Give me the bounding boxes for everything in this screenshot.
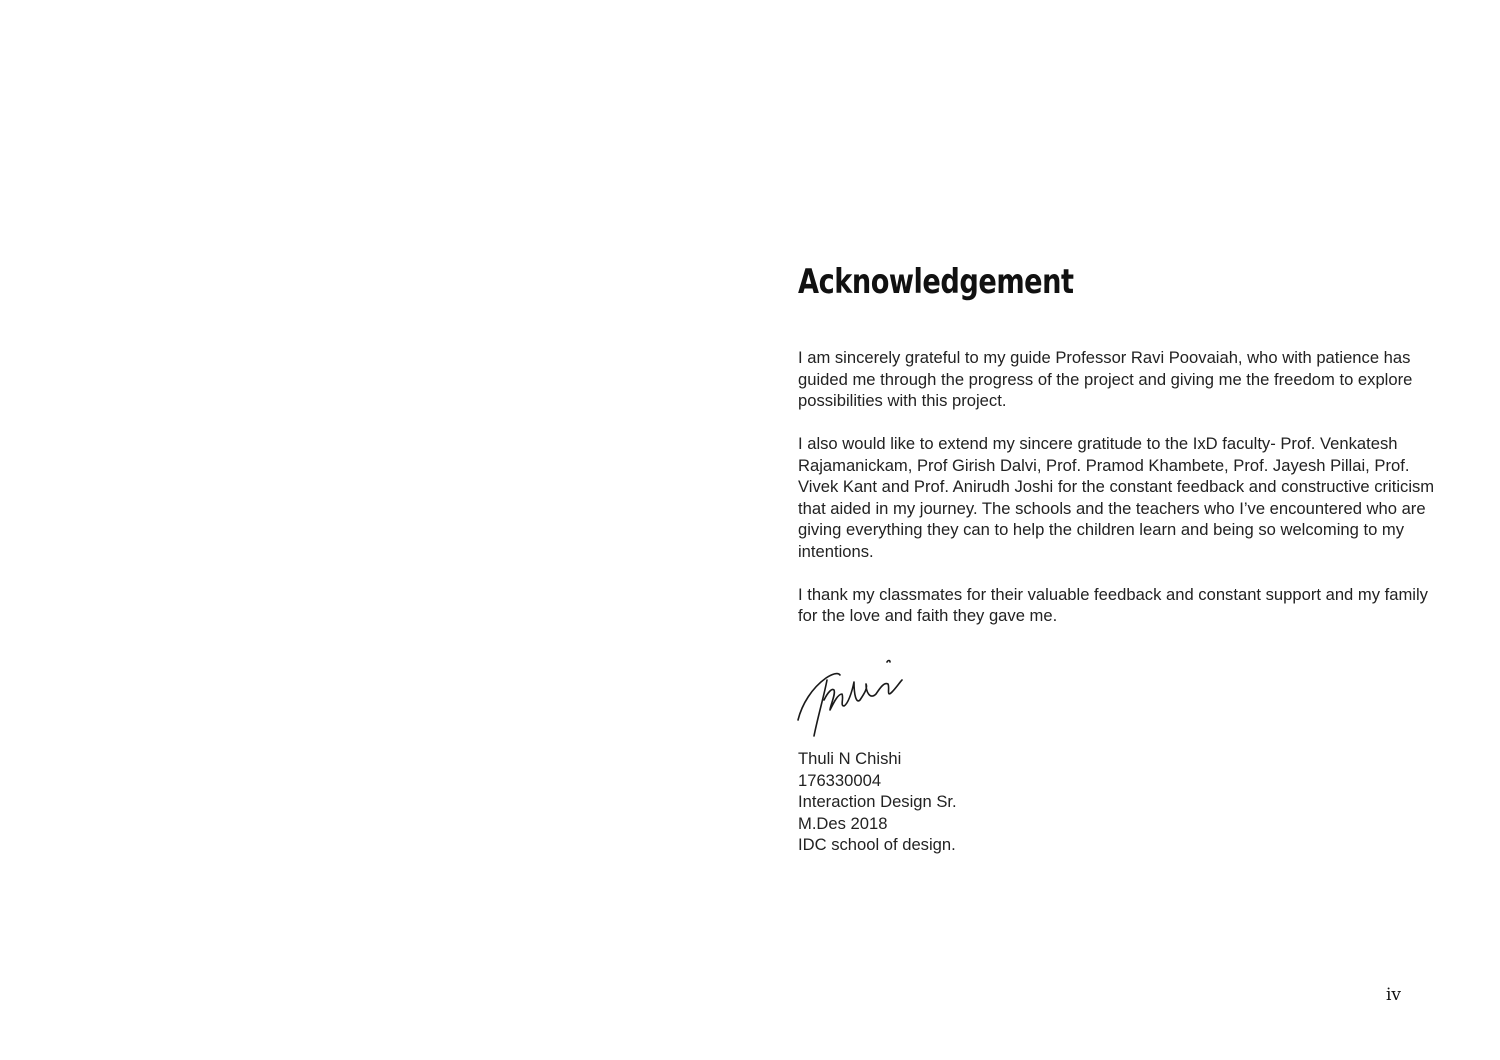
page-number: iv [1386, 985, 1402, 1005]
signatory-program: Interaction Design Sr. [798, 792, 957, 812]
signatory-details [798, 748, 1448, 856]
paragraph-classmates-family: I thank my classmates for their valuable feedback and constant support and my family for the love and faith they gave me. [798, 584, 1428, 625]
paragraph-guide: I am sincerely grateful to my guide Professor Ravi Poovaiah, who with patience has guided me through the progress of the project and giving me the freedom to explore possibilities with this project. [798, 348, 1413, 410]
paragraph-faculty: I also would like to extend my sincere gratitude to the IxD faculty- Prof. Venkatesh Rajamanickam, Prof Girish Dalvi, Prof. Pramod Khambete, Prof. Jayesh Pillai, Prof. Vivek Kant and Prof. Anirudh Joshi for the constant feedback and constructive criticism that aided in my journey. The schools and the teachers who I’ve encountered who are giving everything they can to help the children learn and being so welcoming to my intentions. [798, 434, 1435, 561]
acknowledgement-body [798, 347, 1448, 627]
signatory-roll-number: 176330004 [798, 770, 882, 790]
signatory-degree: M.Des 2018 [798, 813, 888, 833]
acknowledgement-section [798, 258, 1448, 856]
signatory-name: Thuli N Chishi [798, 749, 902, 768]
handwritten-signature [794, 648, 906, 746]
page-title: Acknowledgement [798, 262, 1074, 302]
signatory-school: IDC school of design. [798, 835, 956, 855]
